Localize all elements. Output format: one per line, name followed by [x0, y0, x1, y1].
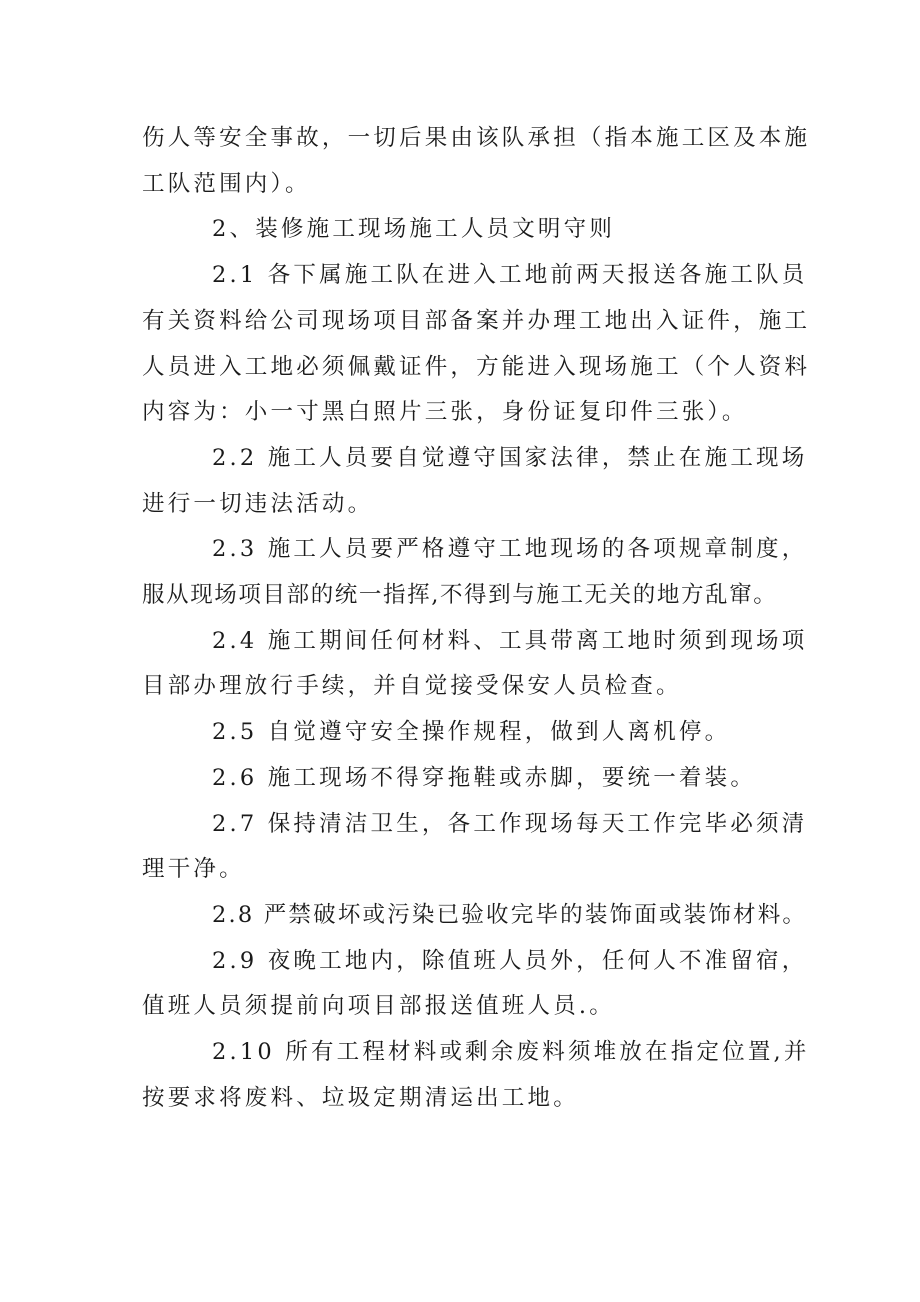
text-line: 2.4 施工期间任何材料、工具带离工地时须到现场项: [212, 627, 808, 654]
text-line: 2.5 自觉遵守安全操作规程，做到人离机停。: [212, 719, 731, 746]
clause-2-10: [142, 1030, 810, 1121]
text-line: 2、装修施工现场施工人员文明守则: [212, 216, 616, 243]
text-line: 2.1 各下属施工队在进入工地前两天报送各施工队员: [212, 262, 808, 289]
text-line: 有关资料给公司现场项目部备案并办理工地出入证件，施工: [142, 307, 811, 334]
text-line: 2.7 保持清洁卫生，各工作现场每天工作完毕必须清: [212, 810, 808, 837]
clause-2-6: [142, 756, 802, 802]
text-line: 进行一切违法活动。: [142, 490, 374, 517]
text-line: 服从现场项目部的统一指挥,不得到与施工无关的地方乱窜。: [142, 582, 778, 609]
clause-2-4: [142, 619, 808, 710]
clause-2-7: [142, 802, 808, 893]
text-line: 2.6 施工现场不得穿拖鞋或赤脚，要统一着装。: [212, 764, 757, 791]
text-line: 2.2 施工人员要自觉遵守国家法律，禁止在施工现场: [212, 444, 808, 471]
clause-2-2: [142, 436, 808, 527]
text-line: 工队范围内）。: [142, 170, 311, 197]
text-line: 伤人等安全事故，一切后果由该队承担（指本施工区及本施: [142, 125, 811, 151]
clause-2-5: [142, 710, 802, 756]
clause-2-1: [142, 253, 811, 436]
text-line: 值班人员须提前向项目部报送值班人员.。: [142, 993, 615, 1020]
text-line: 理干净。: [142, 856, 245, 883]
text-line: 2.8 严禁破坏或污染已验收完毕的装饰面或装饰材料。: [212, 901, 808, 928]
clause-2-3: [142, 527, 808, 618]
paragraph-continuation: [142, 116, 811, 207]
text-line: 2.3 施工人员要严格遵守工地现场的各项规章制度，: [212, 536, 808, 563]
document-body: [142, 116, 811, 1121]
section-heading: [142, 207, 802, 253]
text-line: 2.10 所有工程材料或剩余废料须堆放在指定位置,并: [212, 1039, 810, 1066]
text-line: 内容为：小一寸黑白照片三张，身份证复印件三张）。: [142, 399, 748, 426]
text-line: 2.9 夜晚工地内，除值班人员外，任何人不准留宿，: [212, 947, 808, 974]
text-line: 按要求将废料、垃圾定期清运出工地。: [142, 1084, 579, 1111]
text-line: 目部办理放行手续，并自觉接受保安人员检查。: [142, 673, 682, 700]
text-line: 人员进入工地必须佩戴证件，方能进入现场施工（个人资料: [142, 353, 811, 380]
clause-2-8: [142, 893, 808, 939]
clause-2-9: [142, 939, 808, 1030]
